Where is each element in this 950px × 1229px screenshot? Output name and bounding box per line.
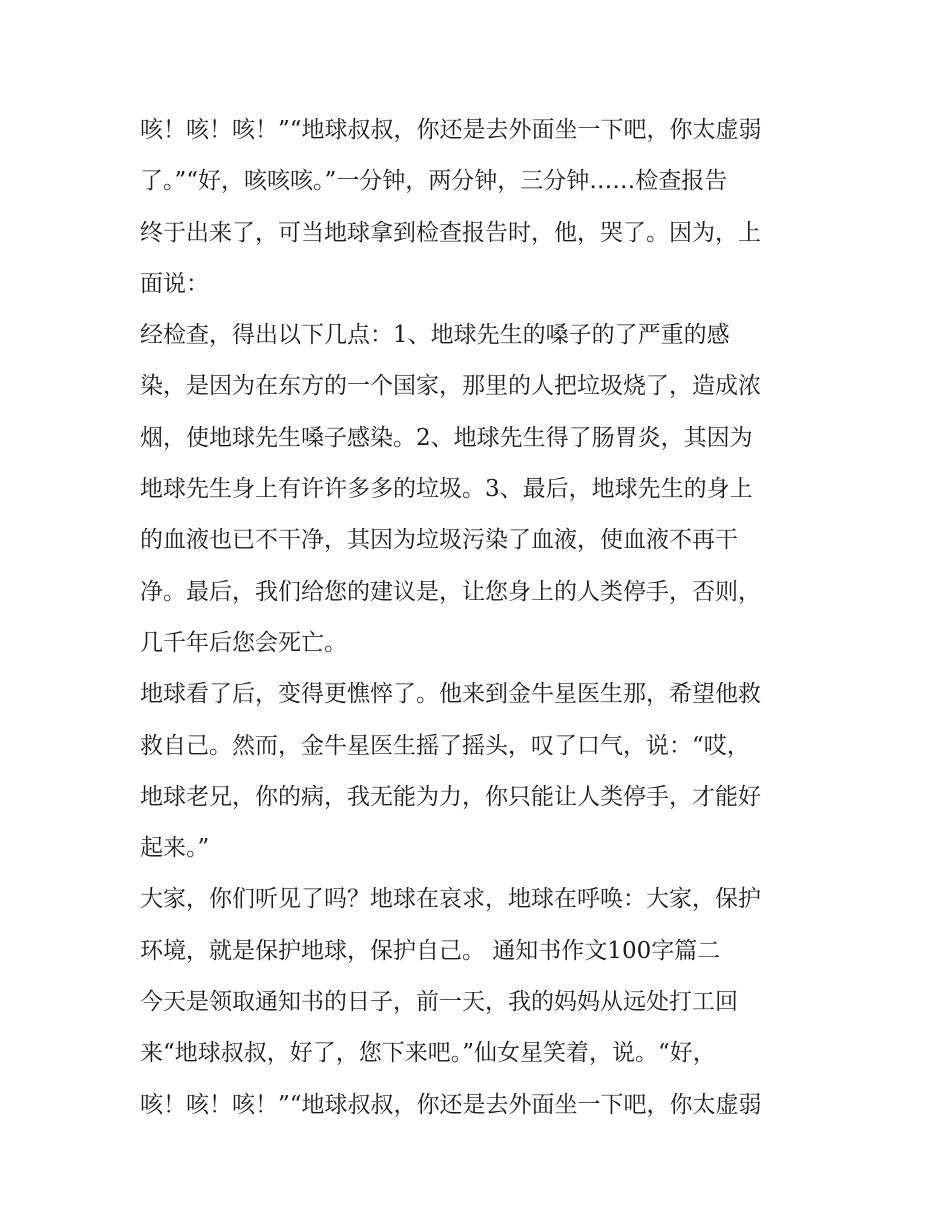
text-line: 环境，就是保护地球，保护自己。 通知书作文100字篇二 bbox=[140, 937, 721, 964]
text-line: 面说： bbox=[140, 270, 209, 297]
text-line: 了。”“好，咳咳咳。”一分钟，两分钟，三分钟……检查报告 bbox=[140, 168, 728, 195]
text-line: 今天是领取通知书的日子，前一天，我的妈妈从远处打工回 bbox=[140, 989, 738, 1016]
text-line: 起来。” bbox=[140, 835, 210, 862]
text-line: 来“地球叔叔，好了，您下来吧。”仙女星笑着，说。“好， bbox=[140, 1040, 716, 1067]
text-line: 烟，使地球先生嗓子感染。2、地球先生得了肠胃炎，其因为 bbox=[140, 424, 753, 451]
text-line: 经检查，得出以下几点：1、地球先生的嗓子的了严重的感 bbox=[140, 322, 730, 349]
text-line: 终于出来了，可当地球拿到检查报告时，他，哭了。因为，上 bbox=[140, 219, 761, 246]
text-line: 净。最后，我们给您的建议是，让您身上的人类停手，否则， bbox=[140, 578, 761, 605]
document-body bbox=[140, 105, 820, 1131]
text-line: 救自己。然而，金牛星医生摇了摇头，叹了口气，说：“哎， bbox=[140, 732, 750, 759]
text-line: 咳！咳！咳！”“地球叔叔，你还是去外面坐一下吧，你太虚弱 bbox=[140, 1091, 762, 1118]
text-line: 地球看了后，变得更憔悴了。他来到金牛星医生那，希望他救 bbox=[140, 681, 761, 708]
text-line: 几千年后您会死亡。 bbox=[140, 629, 347, 656]
text-line: 染，是因为在东方的一个国家，那里的人把垃圾烧了，造成浓 bbox=[140, 373, 761, 400]
text-line: 地球老兄，你的病，我无能为力，你只能让人类停手，才能好 bbox=[140, 783, 761, 810]
text-line: 的血液也已不干净，其因为垃圾污染了血液，使血液不再干 bbox=[140, 527, 738, 554]
text-line: 地球先生身上有许许多多的垃圾。3、最后，地球先生的身上 bbox=[140, 476, 753, 503]
text-line: 咳！咳！咳！”“地球叔叔，你还是去外面坐一下吧，你太虚弱 bbox=[140, 117, 762, 143]
text-line: 大家，你们听见了吗？地球在哀求，地球在呼唤：大家，保护 bbox=[140, 886, 761, 913]
